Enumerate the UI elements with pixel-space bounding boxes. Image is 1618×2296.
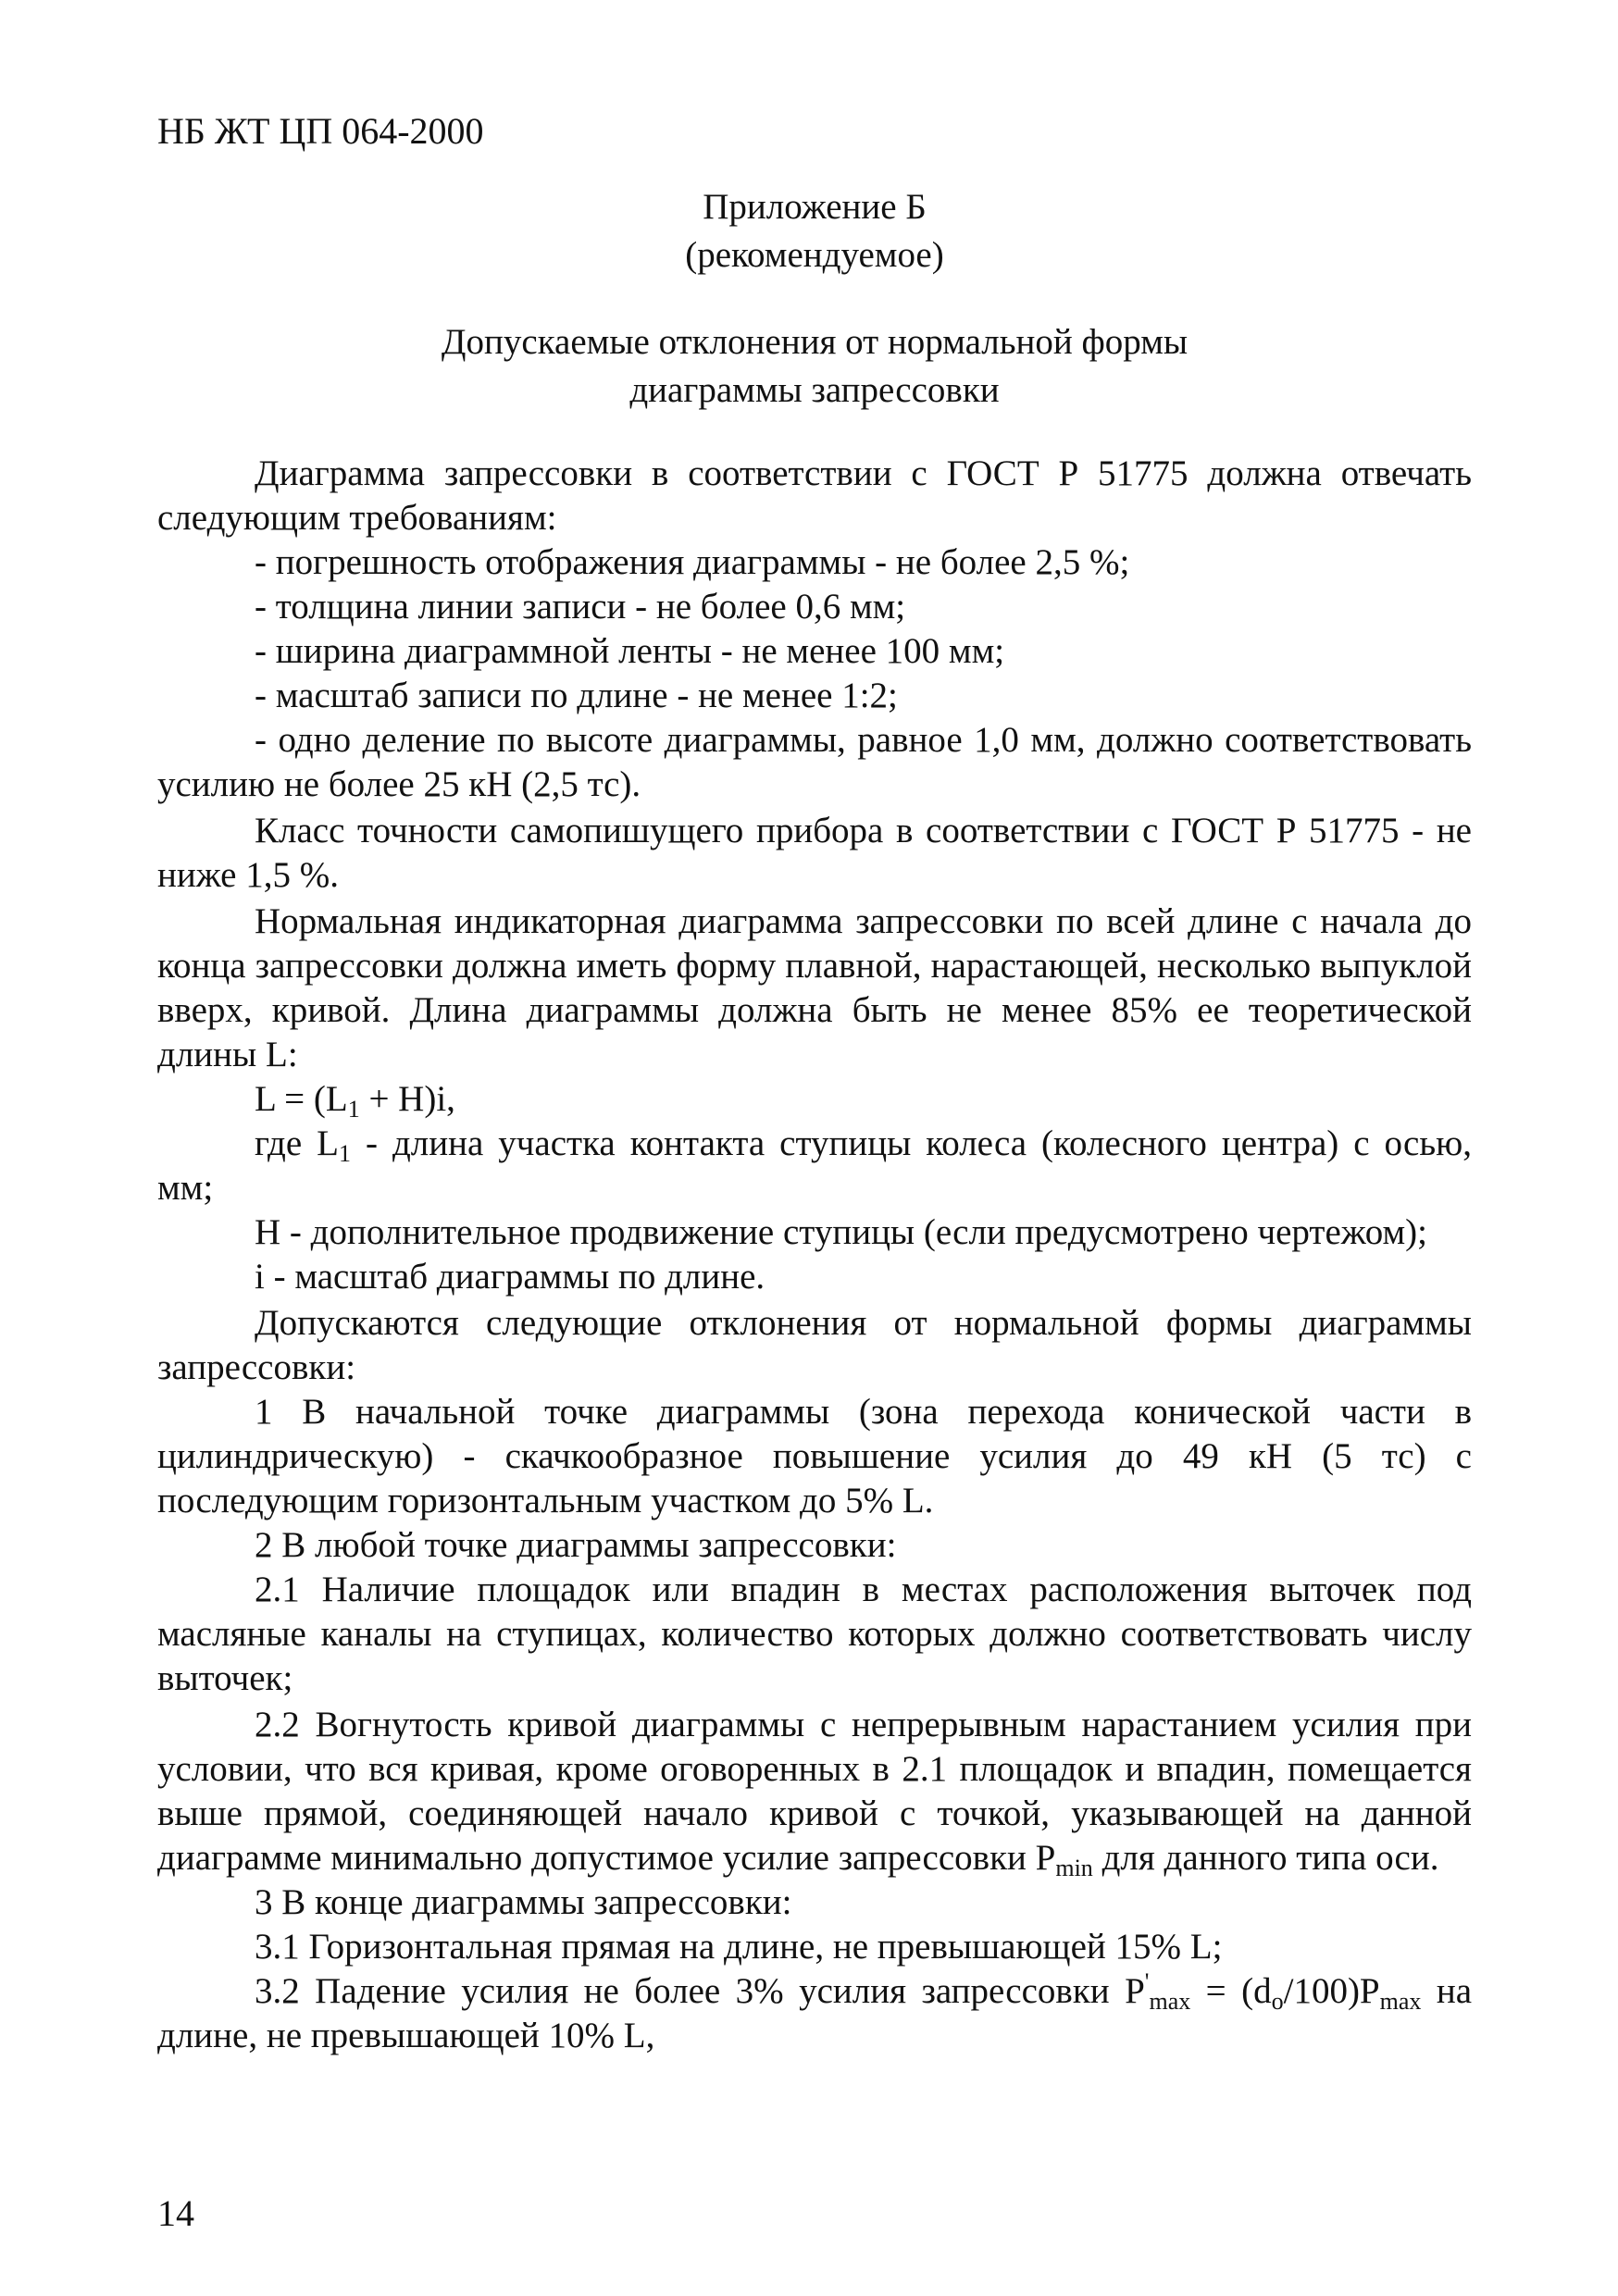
appendix-subtitle: (рекомендуемое) [685,235,944,275]
section-heading-line-1: Допускаемые отклонения от нормальной формы [441,322,1189,362]
normal-diagram-paragraph: Нормальная индикаторная диаграмма запрессовки по всей длине с начала до конца запрессовки должна иметь форму плавной, нарастающей, несколько выпуклой вверх, кривой. Длина диаграммы должна быть не менее 85% ее теоретической длины L: [157,901,1472,1074]
deviation-item-1: 1 В начальной точке диаграммы (зона перехода конической части в цилиндрическую) - скачкообразное повышение усилия до 49 кН (5 тс) с последующим горизонтальным участком до 5% L. [157,1392,1472,1520]
h-definition: H - дополнительное продвижение ступицы (если предусмотрено чертежом); [255,1212,1427,1252]
accuracy-paragraph: Класс точности самопишущего прибора в соответствии с ГОСТ Р 51775 - не ниже 1,5 %. [157,811,1472,895]
appendix-title: Приложение Б [703,187,927,227]
body-text [157,452,1472,2058]
requirement-item: - ширина диаграммной ленты - не менее 100 мм; [255,631,1005,671]
length-formula: $L = (L_1 + H)i$, [255,1079,455,1123]
intro-paragraph: Диаграмма запрессовки в соответствии с ГОСТ Р 51775 должна отвечать следующим требованиям: [157,453,1472,538]
deviations-paragraph: Допускаются следующие отклонения от нормальной формы диаграммы запрессовки: [157,1303,1472,1387]
requirement-item: - толщина линии записи - не более 0,6 мм; [255,587,906,627]
requirement-item: - масштаб записи по длине - не менее 1:2; [255,676,898,715]
document-code: НБ ЖТ ЦП 064-2000 [157,110,484,152]
deviation-item-2-2: 2.2 Вогнутость кривой диаграммы с непрерывным нарастанием усилия при условии, что вся кривая, кроме оговоренных в 2.1 площадок и впадин, помещается выше прямой, соединяющей начало кривой с точкой, указывающей на данной диаграмме минимально допустимое усилие запрессовки $P_{min}$ для данного типа оси. [157,1705,1472,1881]
requirement-item: - погрешность отображения диаграммы - не более 2,5 %; [255,542,1130,582]
section-heading-line-2: диаграммы запрессовки [629,370,1000,410]
deviation-item-3-2: 3.2 Падение усилия не более 3% усилия запрессовки $P'_{max} = (d_o/100)P_{max}$ на длине, не превышающей 10% L, [157,1968,1473,2055]
deviation-item-3: 3 В конце диаграммы запрессовки: [255,1882,792,1922]
deviation-item-3-1: 3.1 Горизонтальная прямая на длине, не превышающей 15% L; [255,1927,1223,1967]
where-l1-definition: где $L_1$ - длина участка контакта ступицы колеса (колесного центра) с осью, мм; [157,1123,1472,1208]
page-number: 14 [157,2192,194,2234]
deviation-item-2-1: 2.1 Наличие площадок или впадин в местах расположения выточек под масляные каналы на ступицах, количество которых должно соответствовать числу выточек; [157,1570,1472,1698]
i-definition: i - масштаб диаграммы по длине. [255,1257,765,1297]
requirement-item: - одно деление по высоте диаграммы, равное 1,0 мм, должно соответствовать усилию не более 25 кН (2,5 тс). [157,720,1472,804]
deviation-item-2: 2 В любой точке диаграммы запрессовки: [255,1525,897,1565]
